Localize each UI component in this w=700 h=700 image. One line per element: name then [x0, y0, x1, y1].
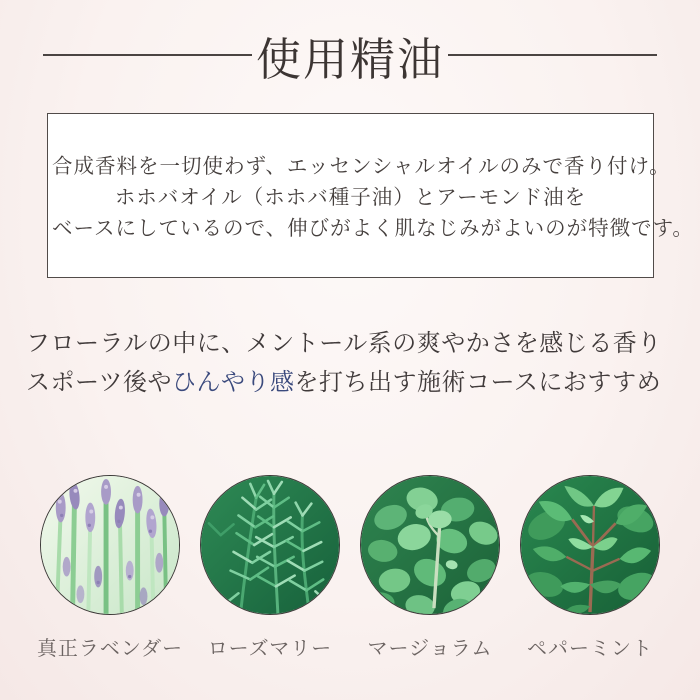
description-line-2-suffix: を打ち出す施術コースにおすすめ — [294, 368, 662, 396]
oil-label-lavender: 真正ラベンダー — [36, 636, 184, 660]
section-heading — [43, 28, 657, 86]
fragrance-info-box — [47, 113, 694, 278]
heading-rule-right — [448, 54, 657, 56]
lavender-photo — [40, 475, 180, 615]
description-line-2-prefix: スポーツ後や — [26, 368, 173, 396]
info-box-line-3: ベースにしているので、伸びがよく肌なじみがよいのが特徴です。 — [52, 216, 694, 240]
oil-list — [0, 475, 700, 661]
oil-item-peppermint — [520, 475, 660, 661]
scent-description — [26, 324, 700, 402]
info-box-line-1: 合成香料を一切使わず、エッセンシャルオイルのみで香り付け。 — [52, 154, 671, 178]
oil-label-marjoram: マージョラム — [367, 636, 493, 660]
oil-label-peppermint: ペパーミント — [527, 636, 653, 660]
marjoram-photo — [360, 475, 500, 615]
description-line-1: フローラルの中に、メントール系の爽やかさを感じる香り — [26, 329, 662, 357]
oil-item-rosemary — [200, 475, 340, 661]
info-box-line-2: ホホバオイル（ホホバ種子油）とアーモンド油を — [114, 185, 587, 209]
heading-rule-left — [43, 54, 252, 56]
oil-item-lavender — [36, 475, 184, 661]
peppermint-photo — [520, 475, 660, 615]
oil-item-marjoram — [360, 475, 500, 661]
description-line-2 — [26, 363, 700, 402]
rosemary-photo — [200, 475, 340, 615]
essential-oils-section — [0, 28, 700, 700]
page-title: 使用精油 — [256, 32, 445, 86]
description-line-2-highlight: ひんやり感 — [172, 368, 295, 396]
oil-label-rosemary: ローズマリー — [207, 636, 333, 660]
